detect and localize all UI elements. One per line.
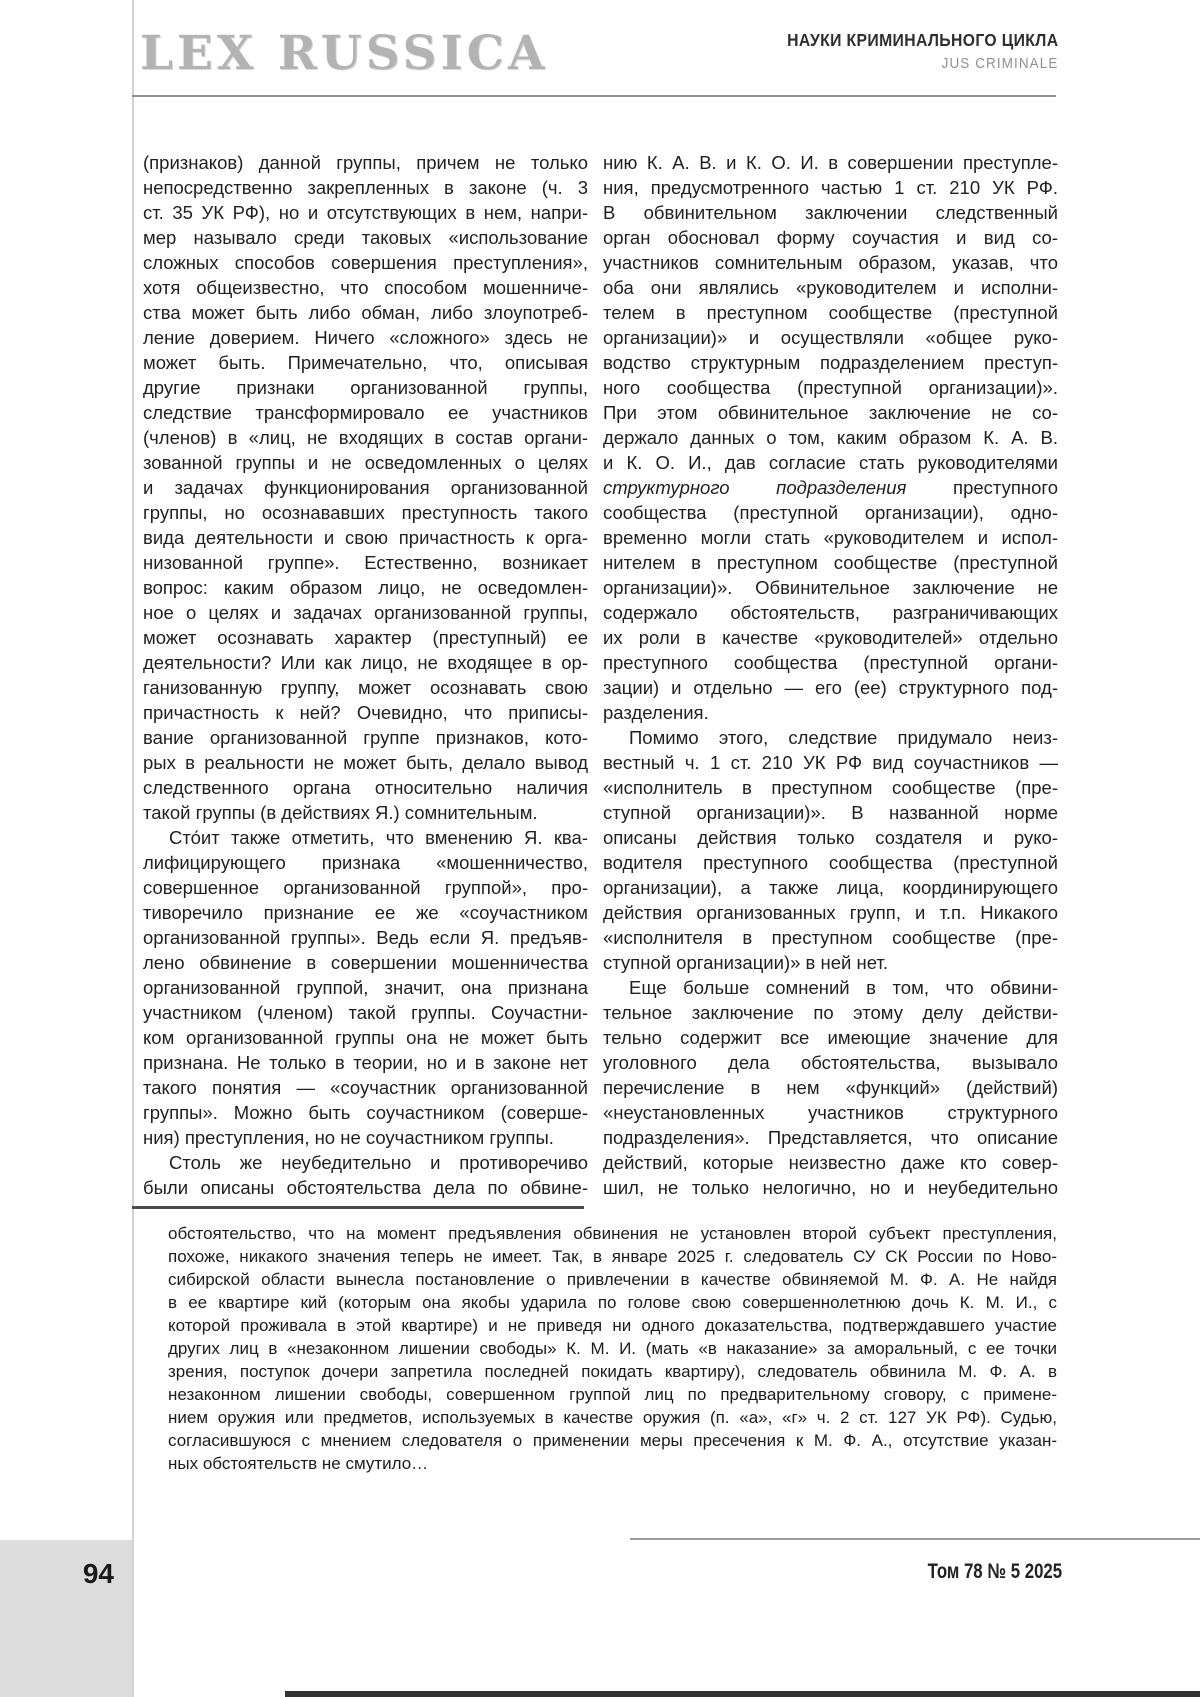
text-line: хотя общеизвестно, что способом мошенниче-: [143, 277, 588, 298]
text-line: их роли в качестве «руководителей» отдельно: [603, 627, 1058, 648]
text-line: орган обосновал форму соучастия и вид со-: [603, 227, 1058, 248]
text-line: организованной группой, значит, она признана: [143, 977, 588, 998]
text-line: зованной группы и не осведомленных о целях: [143, 452, 588, 473]
text-line: организованной группы». Ведь если Я. предъяв-: [143, 927, 588, 948]
text-line: разделения.: [603, 702, 709, 723]
text-line: зации) и отдельно — его (ее) структурного под-: [603, 677, 1058, 698]
text-line: ление доверием. Ничего «сложного» здесь не: [143, 327, 588, 348]
text-line: и задачах функционирования организованной: [143, 477, 588, 498]
footnote-line: в ее квартире кий (которым она якобы ударила по голове свою совершеннолетнюю дочь К. М. И., с: [168, 1293, 1057, 1312]
article-column-left: [143, 150, 588, 1200]
text-line: «исполнителя в преступном сообществе (пре-: [603, 927, 1058, 948]
text-line: такой группы (в действиях Я.) сомнительным.: [143, 802, 538, 823]
footnote-line: которой проживала в этой квартире) и не приведя ни одного доказательства, подтверждавшего участие: [168, 1316, 1057, 1335]
text-line: ступной организации)». В названной норме: [603, 802, 1058, 823]
text-line: ства может быть либо обман, либо злоупотреб-: [143, 302, 588, 323]
text-span: преступного: [906, 477, 1058, 498]
text-line: «исполнитель в преступном сообществе (пре-: [603, 777, 1058, 798]
text-line: перечисление в нем «функций» (действий): [603, 1077, 1058, 1098]
text-line: оба они являлись «руководителем и исполни-: [603, 277, 1058, 298]
text-line: тиворечило признание ее же «соучастником: [143, 902, 588, 923]
header-section-subtitle: JUS CRIMINALE: [941, 55, 1058, 72]
text-line: деятельности? Или как лицо, не входящее в ор-: [143, 652, 588, 673]
text-line: группы, но осознававших преступность такого: [143, 502, 588, 523]
text-line: Столь же неубедительно и противоречиво: [169, 1152, 588, 1173]
footnote-line: обстоятельство, что на момент предъявления обвинения не установлен второй субъект преступления,: [168, 1224, 1057, 1243]
footnote-line: нием оружия или предметов, используемых в качестве оружия (п. «а», «г» ч. 2 ст. 127 УК РФ). Судью,: [168, 1408, 1057, 1427]
text-line: и К. О. И., дав согласие стать руководителями: [603, 452, 1058, 473]
text-line: сложных способов совершения преступления»,: [143, 252, 588, 273]
header-rule: [132, 95, 1056, 97]
footnote-separator: [132, 1206, 584, 1209]
text-line: тельно содержит все имеющие значение для: [603, 1027, 1058, 1048]
text-line: При этом обвинительное заключение не со-: [603, 402, 1058, 423]
text-line: вание организованной группе признаков, кото-: [143, 727, 588, 748]
text-line: временно могли стать «руководителем и испол-: [603, 527, 1058, 548]
text-line: рых в реальности не может быть, делало вывод: [143, 752, 588, 773]
text-line: признана. Не только в теории, но и в законе нет: [143, 1052, 588, 1073]
text-line: причастность к ней? Очевидно, что приписы-: [143, 702, 588, 723]
article-column-right: [603, 150, 1058, 1200]
text-line: водителя преступного сообщества (преступной: [603, 852, 1058, 873]
text-line: Сто́ит также отметить, что вменению Я. ква-: [169, 827, 588, 848]
text-line: действия организованных групп, и т.п. Никакого: [603, 902, 1058, 923]
page-bottom-edge-bar: [285, 1691, 1200, 1697]
text-line: ступной организации)» в ней нет.: [603, 952, 888, 973]
text-line: участником (членом) такой группы. Соучастни-: [143, 1002, 588, 1023]
text-line: ст. 35 УК РФ), но и отсутствующих в нем, напри-: [143, 202, 588, 223]
issue-info: Том 78 № 5 2025: [927, 1560, 1062, 1583]
footnote-block: [168, 1222, 1057, 1475]
text-line: организации)» и осуществляли «общее руко-: [603, 327, 1058, 348]
page-number: 94: [82, 1558, 114, 1589]
text-line: телем в преступном сообществе (преступной: [603, 302, 1058, 323]
text-line: Помимо этого, следствие придумало неиз-: [629, 727, 1058, 748]
text-line: такого понятия — «соучастник организованной: [143, 1077, 588, 1098]
footnote-line: других лиц в «незаконном лишении свободы» К. М. И. (мать «в наказание» за аморальный, с ее точки: [168, 1339, 1057, 1358]
text-line: организации)». Обвинительное заключение не: [603, 577, 1058, 598]
text-line: другие признаки организованной группы,: [143, 377, 588, 398]
text-line: В обвинительном заключении следственный: [603, 202, 1058, 223]
footer-rule: [630, 1538, 1200, 1540]
text-line: действий, которые неизвестно даже кто совер-: [603, 1152, 1058, 1173]
footnote-line: согласившуюся с мнением следователя о применении меры пресечения к М. Ф. А., отсутствие указан-: [168, 1431, 1057, 1450]
text-line: преступного сообщества (преступной органи-: [603, 652, 1058, 673]
text-line: сообщества (преступной организации), одно-: [603, 502, 1058, 523]
text-line: мер называло среди таковых «использование: [143, 227, 588, 248]
text-line: шил, не только нелогично, но и неубедительно: [603, 1177, 1058, 1198]
text-line: ния, предусмотренного частью 1 ст. 210 УК РФ.: [603, 177, 1058, 198]
text-line: нителем в преступном сообществе (преступной: [603, 552, 1058, 573]
text-line: может осознавать характер (преступный) ее: [143, 627, 588, 648]
text-line: следственного органа относительно наличия: [143, 777, 588, 798]
text-line: водство структурным подразделением преступ-: [603, 352, 1058, 373]
text-line: держало данных о том, каким образом К. А. В.: [603, 427, 1058, 448]
text-line: следствие трансформировало ее участников: [143, 402, 588, 423]
text-line: Еще больше сомнений в том, что обвини-: [629, 977, 1058, 998]
journal-logo: LEX RUSSICA: [140, 26, 549, 81]
text-line: группы». Можно быть соучастником (соверше-: [143, 1102, 588, 1123]
text-line: ного сообщества (преступной организации)».: [603, 377, 1058, 398]
text-line: [603, 475, 1058, 500]
text-line: непосредственно закрепленных в законе (ч. 3: [143, 177, 588, 198]
text-line: лифицирующего признака «мошенничество,: [143, 852, 588, 873]
text-line: вестный ч. 1 ст. 210 УК РФ вид соучастников —: [603, 752, 1058, 773]
text-line: уголовного дела обстоятельства, вызывало: [603, 1052, 1058, 1073]
text-line: вопрос: каким образом лицо, не осведомлен-: [143, 577, 588, 598]
footnote-line: похоже, никакого значения теперь не имеет. Так, в январе 2025 г. следователь СУ СК России по Ново-: [168, 1247, 1057, 1266]
text-line: ное о целях и задачах организованной группы,: [143, 602, 588, 623]
text-line: вида деятельности и свою причастность к орга-: [143, 527, 588, 548]
text-line: ганизованную группу, может осознавать свою: [143, 677, 588, 698]
italic-phrase: структурного подразделения: [603, 477, 907, 498]
footnote-line: зрения, поступок дочери запретила последней покидать квартиру), следователь обвинила М. Ф. А. в: [168, 1362, 1057, 1381]
text-line: описаны действия только создателя и руко-: [603, 827, 1058, 848]
text-line: (членов) в «лиц, не входящих в состав органи-: [143, 427, 588, 448]
text-line: нию К. А. В. и К. О. И. в совершении преступле-: [603, 152, 1058, 173]
footnote-line: сибирской области вынесла постановление о привлечении в качестве обвиняемой М. Ф. А. Не найдя: [168, 1270, 1057, 1289]
text-line: были описаны обстоятельства дела по обвине-: [143, 1177, 588, 1198]
header-section-block: [787, 30, 1058, 72]
text-line: тельное заключение по этому делу действи-: [603, 1002, 1058, 1023]
page-number-panel: [0, 1540, 132, 1697]
text-line: организации), а также лица, координирующего: [603, 877, 1058, 898]
text-line: лено обвинение в совершении мошенничества: [143, 952, 588, 973]
text-line: ния) преступления, но не соучастником группы.: [143, 1127, 554, 1148]
text-line: «неустановленных участников структурного: [603, 1102, 1058, 1123]
text-line: совершенное организованной группой», про-: [143, 877, 588, 898]
footnote-line: незаконном лишении свободы, совершенном группой лиц по предварительному сговору, с примене-: [168, 1385, 1057, 1404]
text-line: низованной группе». Естественно, возникает: [143, 552, 588, 573]
text-line: содержало обстоятельств, разграничивающих: [603, 602, 1058, 623]
text-line: участников сомнительным образом, указав, что: [603, 252, 1058, 273]
text-line: может быть. Примечательно, что, описывая: [143, 352, 588, 373]
left-margin-divider: [132, 0, 134, 1697]
text-line: ком организованной группы она не может быть: [143, 1027, 588, 1048]
header-section-title: НАУКИ КРИМИНАЛЬНОГО ЦИКЛА: [786, 30, 1058, 50]
footnote-line: ных обстоятельств не смутило…: [168, 1454, 429, 1473]
text-line: подразделения». Представляется, что описание: [603, 1127, 1058, 1148]
text-line: (признаков) данной группы, причем не только: [143, 152, 588, 173]
